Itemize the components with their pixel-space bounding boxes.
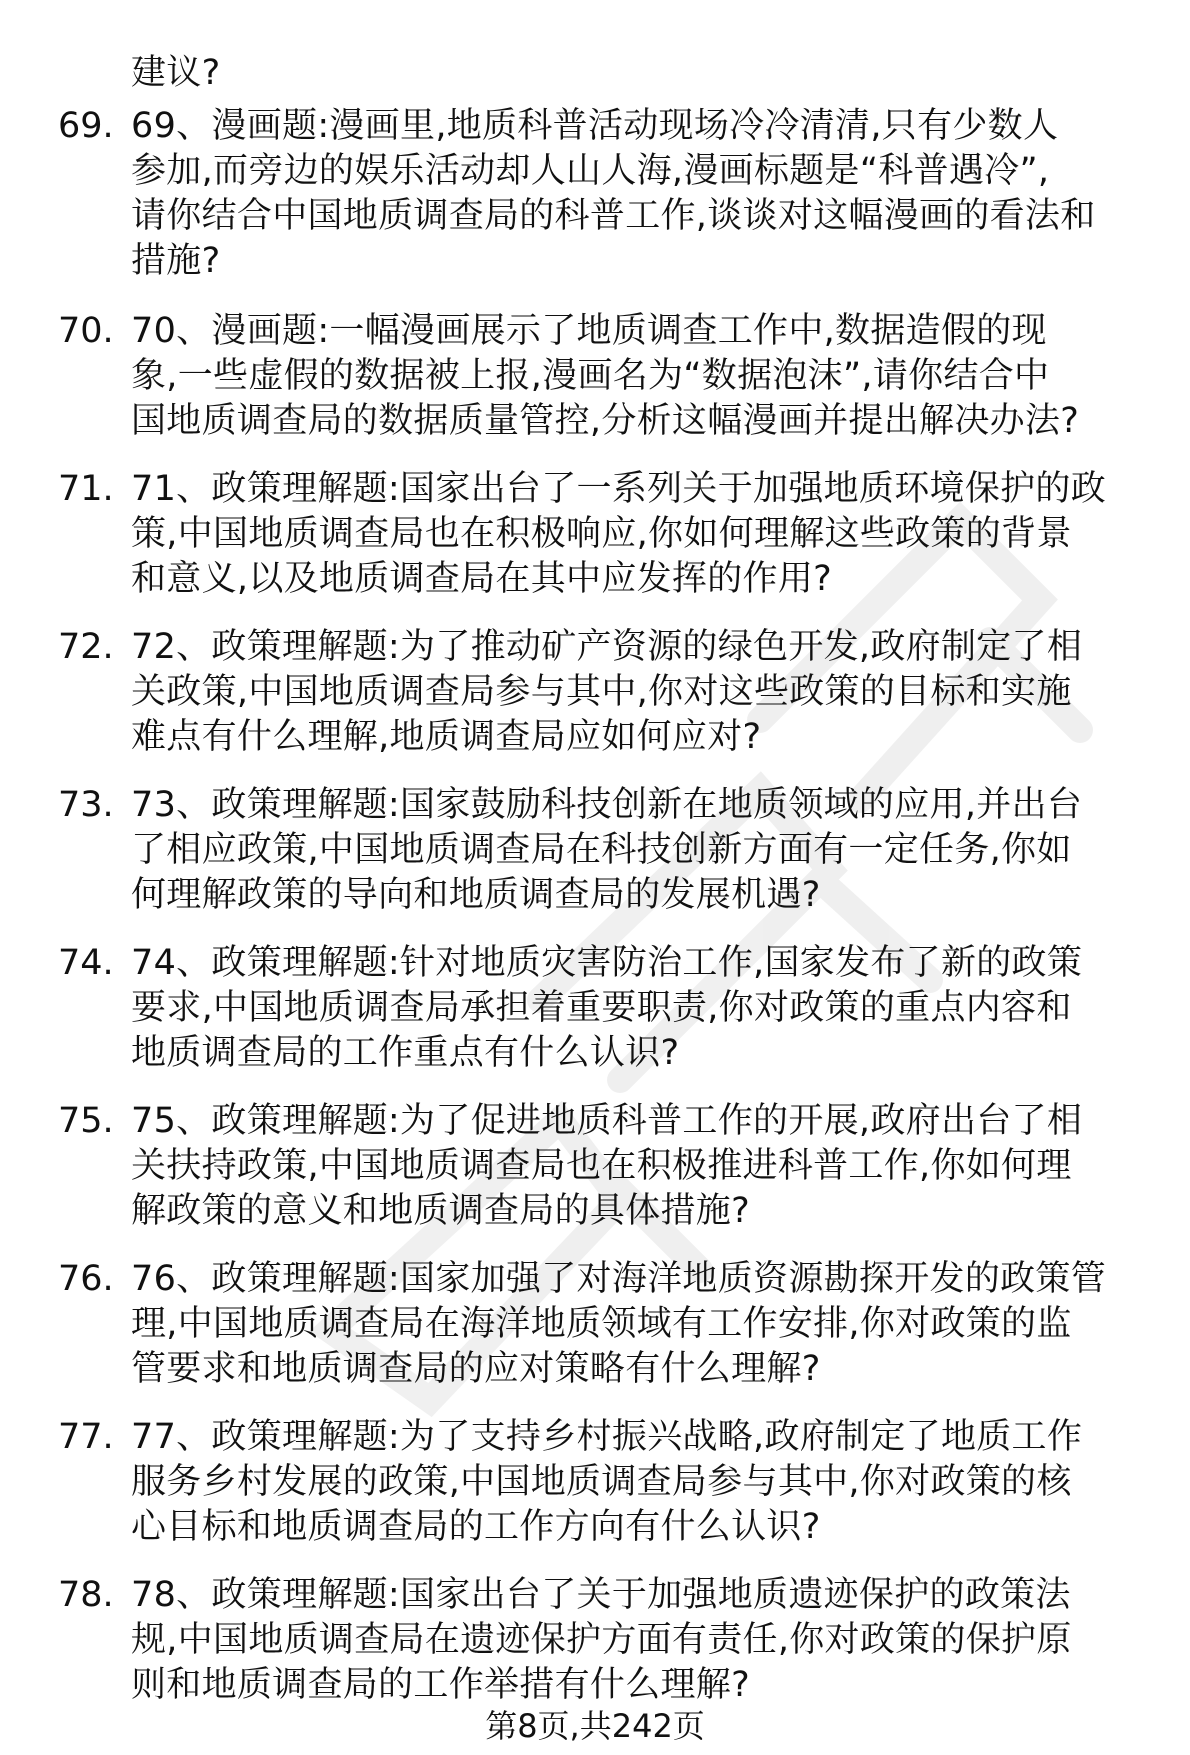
item-text-line: 75、政策理解题:为了促进地质科普工作的开展,政府出台了相 (131, 1101, 1083, 1141)
item-number: 73. (58, 785, 114, 825)
item-text-line: 心目标和地质调查局的工作方向有什么认识? (131, 1507, 821, 1547)
item-text-line: 参加,而旁边的娱乐活动却人山人海,漫画标题是“科普遇冷”, (131, 151, 1050, 191)
item-text-line: 国地质调查局的数据质量管控,分析这幅漫画并提出解决办法? (131, 401, 1080, 441)
item-text-line: 规,中国地质调查局在遗迹保护方面有责任,你对政策的保护原 (131, 1620, 1072, 1660)
item-number: 71. (58, 469, 114, 509)
item-text-line: 74、政策理解题:针对地质灾害防治工作,国家发布了新的政策 (131, 943, 1083, 983)
item-text-line: 77、政策理解题:为了支持乡村振兴战略,政府制定了地质工作 (131, 1417, 1083, 1457)
item-text-line: 解政策的意义和地质调查局的具体措施? (131, 1191, 750, 1231)
continuation-text: 建议? (131, 53, 221, 93)
item-text-line: 70、漫画题:一幅漫画展示了地质调查工作中,数据造假的现 (131, 311, 1047, 351)
item-number: 78. (58, 1575, 114, 1615)
item-text-line: 策,中国地质调查局也在积极响应,你如何理解这些政策的背景 (131, 514, 1072, 554)
item-number: 77. (58, 1417, 114, 1457)
item-text-line: 服务乡村发展的政策,中国地质调查局参与其中,你对政策的核 (131, 1462, 1072, 1502)
item-text-line: 了相应政策,中国地质调查局在科技创新方面有一定任务,你如 (131, 830, 1072, 870)
item-text-line: 请你结合中国地质调查局的科普工作,谈谈对这幅漫画的看法和 (131, 196, 1096, 236)
item-number: 74. (58, 943, 114, 983)
item-text-line: 地质调查局的工作重点有什么认识? (131, 1033, 680, 1073)
item-text-line: 何理解政策的导向和地质调查局的发展机遇? (131, 875, 821, 915)
item-number: 72. (58, 627, 114, 667)
item-text-line: 要求,中国地质调查局承担着重要职责,你对政策的重点内容和 (131, 988, 1072, 1028)
item-text-line: 关政策,中国地质调查局参与其中,你对这些政策的目标和实施 (131, 672, 1072, 712)
item-number: 69. (58, 106, 114, 146)
item-text-line: 78、政策理解题:国家出台了关于加强地质遗迹保护的政策法 (131, 1575, 1071, 1615)
item-text-line: 管要求和地质调查局的应对策略有什么理解? (131, 1349, 821, 1389)
item-text-line: 73、政策理解题:国家鼓励科技创新在地质领域的应用,并出台 (131, 785, 1083, 825)
item-text-line: 象,一些虚假的数据被上报,漫画名为“数据泡沫”,请你结合中 (131, 356, 1050, 396)
item-text-line: 则和地质调查局的工作举措有什么理解? (131, 1665, 750, 1705)
item-text-line: 理,中国地质调查局在海洋地质领域有工作安排,你对政策的监 (131, 1304, 1072, 1344)
item-number: 76. (58, 1259, 114, 1299)
item-text-line: 76、政策理解题:国家加强了对海洋地质资源勘探开发的政策管 (131, 1259, 1107, 1299)
item-text-line: 71、政策理解题:国家出台了一系列关于加强地质环境保护的政 (131, 469, 1107, 509)
item-text-line: 关扶持政策,中国地质调查局也在积极推进科普工作,你如何理 (131, 1146, 1072, 1186)
item-text-line: 72、政策理解题:为了推动矿产资源的绿色开发,政府制定了相 (131, 627, 1083, 667)
item-number: 75. (58, 1101, 114, 1141)
item-text-line: 69、漫画题:漫画里,地质科普活动现场冷冷清清,只有少数人 (131, 106, 1059, 146)
item-text-line: 难点有什么理解,地质调查局应如何应对? (131, 717, 762, 757)
item-text-line: 和意义,以及地质调查局在其中应发挥的作用? (131, 559, 833, 599)
page-footer: 第8页,共242页 (485, 1707, 705, 1745)
item-number: 70. (58, 311, 114, 351)
item-text-line: 措施? (131, 241, 221, 281)
